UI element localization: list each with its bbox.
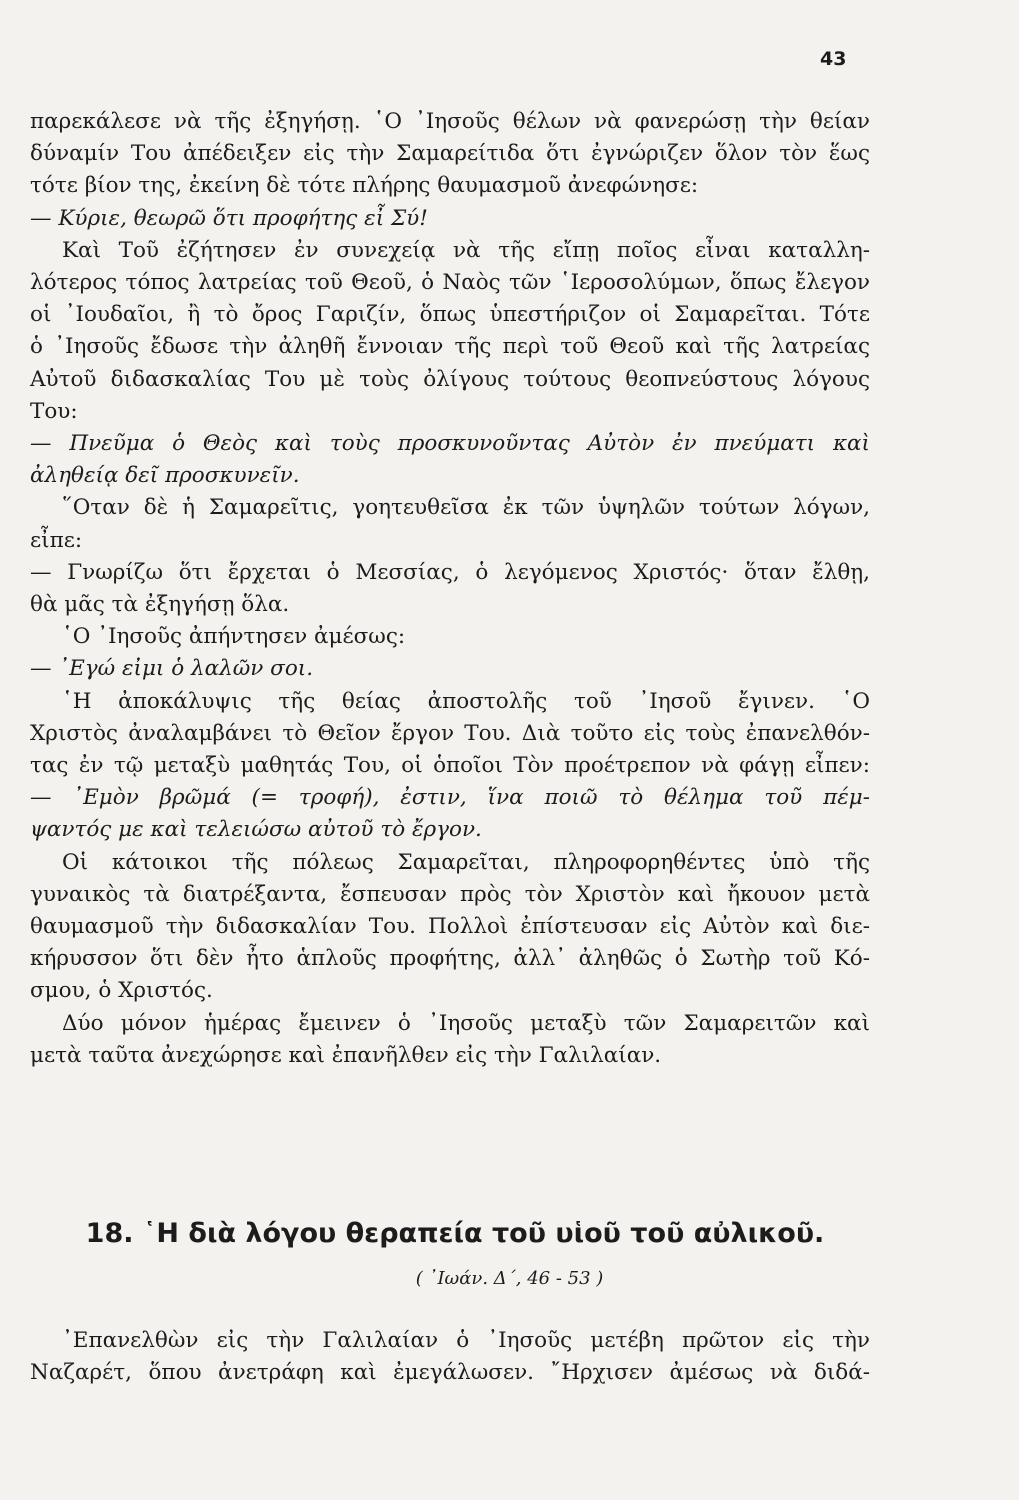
text-line: Του: bbox=[30, 398, 78, 424]
text-line: Καὶ Τοῦ ἐζήτησεν ἐν συνεχείᾳ νὰ τῆς εἴπῃ ποῖος εἶναι καταλλη- bbox=[62, 237, 870, 263]
text-line: θὰ μᾶς τὰ ἐξηγήσῃ ὅλα. bbox=[30, 592, 290, 618]
dialogue-line: — Γνωρίζω ὅτι ἔρχεται ὁ Μεσσίας, ὁ λεγόμενος Χριστός· ὅταν ἔλθῃ, bbox=[30, 559, 870, 585]
text-line: Αὐτοῦ διδασκαλίας Του μὲ τοὺς ὀλίγους τούτους θεοπνεύστους λόγους bbox=[30, 366, 870, 392]
text-line: ῾Ο ᾿Ιησοῦς ἀπήντησεν ἀμέσως: bbox=[62, 624, 406, 650]
quote-line: — ᾿Εμὸν βρῶμά (= τροφή), ἐστιν, ἵνα ποιῶ τὸ θέλημα τοῦ πέμ- bbox=[30, 785, 870, 811]
text-line: εἶπε: bbox=[30, 527, 83, 553]
text-line: κήρυσσον ὅτι δὲν ἦτο ἁπλοῦς προφήτης, ἀλλ᾿ ἀληθῶς ὁ Σωτὴρ τοῦ Κό- bbox=[30, 946, 870, 972]
text-line: Οἱ κάτοικοι τῆς πόλεως Σαμαρεῖται, πληροφορηθέντες ὑπὸ τῆς bbox=[62, 849, 870, 875]
text-line: ῾Η ἀποκάλυψις τῆς θείας ἀποστολῆς τοῦ ᾿Ιησοῦ ἔγινεν. ῾Ο bbox=[62, 688, 870, 714]
text-line: Δύο μόνον ἡμέρας ἔμεινεν ὁ ᾿Ιησοῦς μεταξὺ τῶν Σαμαρειτῶν καὶ bbox=[62, 1010, 870, 1036]
quote-line: ἀληθείᾳ δεῖ προσκυνεῖν. bbox=[30, 463, 300, 489]
text-line: δύναμίν Του ἀπέδειξεν εἰς τὴν Σαμαρείτιδα ὅτι ἐγνώριζεν ὅλον τὸν ἕως bbox=[30, 141, 870, 167]
text-line: τότε βίον της, ἐκείνη δὲ τότε πλήρης θαυμασμοῦ ἀνεφώνησε: bbox=[30, 173, 699, 199]
text-line: παρεκάλεσε νὰ τῆς ἐξηγήσῃ. ῾Ο ᾿Ιησοῦς θέλων νὰ φανερώσῃ τὴν θείαν bbox=[30, 109, 870, 134]
quote-line: ψαντός με καὶ τελειώσω αὐτοῦ τὸ ἔργον. bbox=[30, 817, 482, 843]
text-line: οἱ ᾿Ιουδαῖοι, ἢ τὸ ὄρος Γαριζίν, ὅπως ὑπεστήριζον οἱ Σαμαρεῖται. Τότε bbox=[30, 302, 870, 328]
text-line: Χριστὸς ἀναλαμβάνει τὸ Θεῖον ἔργον Του. Διὰ τοῦτο εἰς τοὺς ἐπανελθόν- bbox=[30, 720, 870, 746]
text-line: σμου, ὁ Χριστός. bbox=[30, 978, 213, 1004]
body-text bbox=[30, 106, 870, 1072]
section-heading: 18. ῾Η διὰ λόγου θεραπεία τοῦ υἱοῦ τοῦ αὐλικοῦ. bbox=[85, 1218, 825, 1249]
text-line: ῞Οταν δὲ ἡ Σαμαρεῖτις, γοητευθεῖσα ἐκ τῶν ὑψηλῶν τούτων λόγων, bbox=[62, 495, 870, 521]
dialogue-line: — Κύριε, θεωρῶ ὅτι προφήτης εἶ Σύ! bbox=[30, 205, 428, 231]
text-line: τας ἐν τῷ μεταξὺ μαθητάς Του, οἱ ὁποῖοι Τὸν προέτρεπον νὰ φάγῃ εἶπεν: bbox=[30, 753, 870, 779]
scripture-reference: ( ᾿Ιωάν. Δ΄, 46 - 53 ) bbox=[415, 1268, 604, 1289]
section-body-text bbox=[30, 1325, 870, 1389]
text-line: γυναικὸς τὰ διατρέξαντα, ἔσπευσαν πρὸς τὸν Χριστὸν καὶ ἤκουον μετὰ bbox=[30, 881, 870, 907]
quote-line: — ᾿Εγώ εἰμι ὁ λαλῶν σοι. bbox=[30, 656, 314, 682]
quote-line: — Πνεῦμα ὁ Θεὸς καὶ τοὺς προσκυνοῦντας Αὐτὸν ἐν πνεύματι καὶ bbox=[30, 431, 870, 457]
text-line: θαυμασμοῦ τὴν διδασκαλίαν Του. Πολλοὶ ἐπίστευσαν εἰς Αὐτὸν καὶ διε- bbox=[30, 914, 870, 940]
text-line: μετὰ ταῦτα ἀνεχώρησε καὶ ἐπανῆλθεν εἰς τὴν Γαλιλαίαν. bbox=[30, 1042, 662, 1068]
text-line: ᾿Επανελθὼν εἰς τὴν Γαλιλαίαν ὁ ᾿Ιησοῦς μετέβη πρῶτον εἰς τὴν bbox=[62, 1328, 870, 1353]
text-line: Ναζαρέτ, ὅπου ἀνετράφη καὶ ἐμεγάλωσεν. ῎Ηρχισεν ἀμέσως νὰ διδά- bbox=[30, 1360, 870, 1385]
text-line: λότερος τόπος λατρείας τοῦ Θεοῦ, ὁ Ναὸς τῶν ῾Ιεροσολύμων, ὅπως ἔλεγον bbox=[30, 270, 870, 296]
page-number: 43 bbox=[820, 48, 847, 70]
text-line: ὁ ᾿Ιησοῦς ἔδωσε τὴν ἀληθῆ ἔννοιαν τῆς περὶ τοῦ Θεοῦ καὶ τῆς λατρείας bbox=[30, 334, 870, 360]
